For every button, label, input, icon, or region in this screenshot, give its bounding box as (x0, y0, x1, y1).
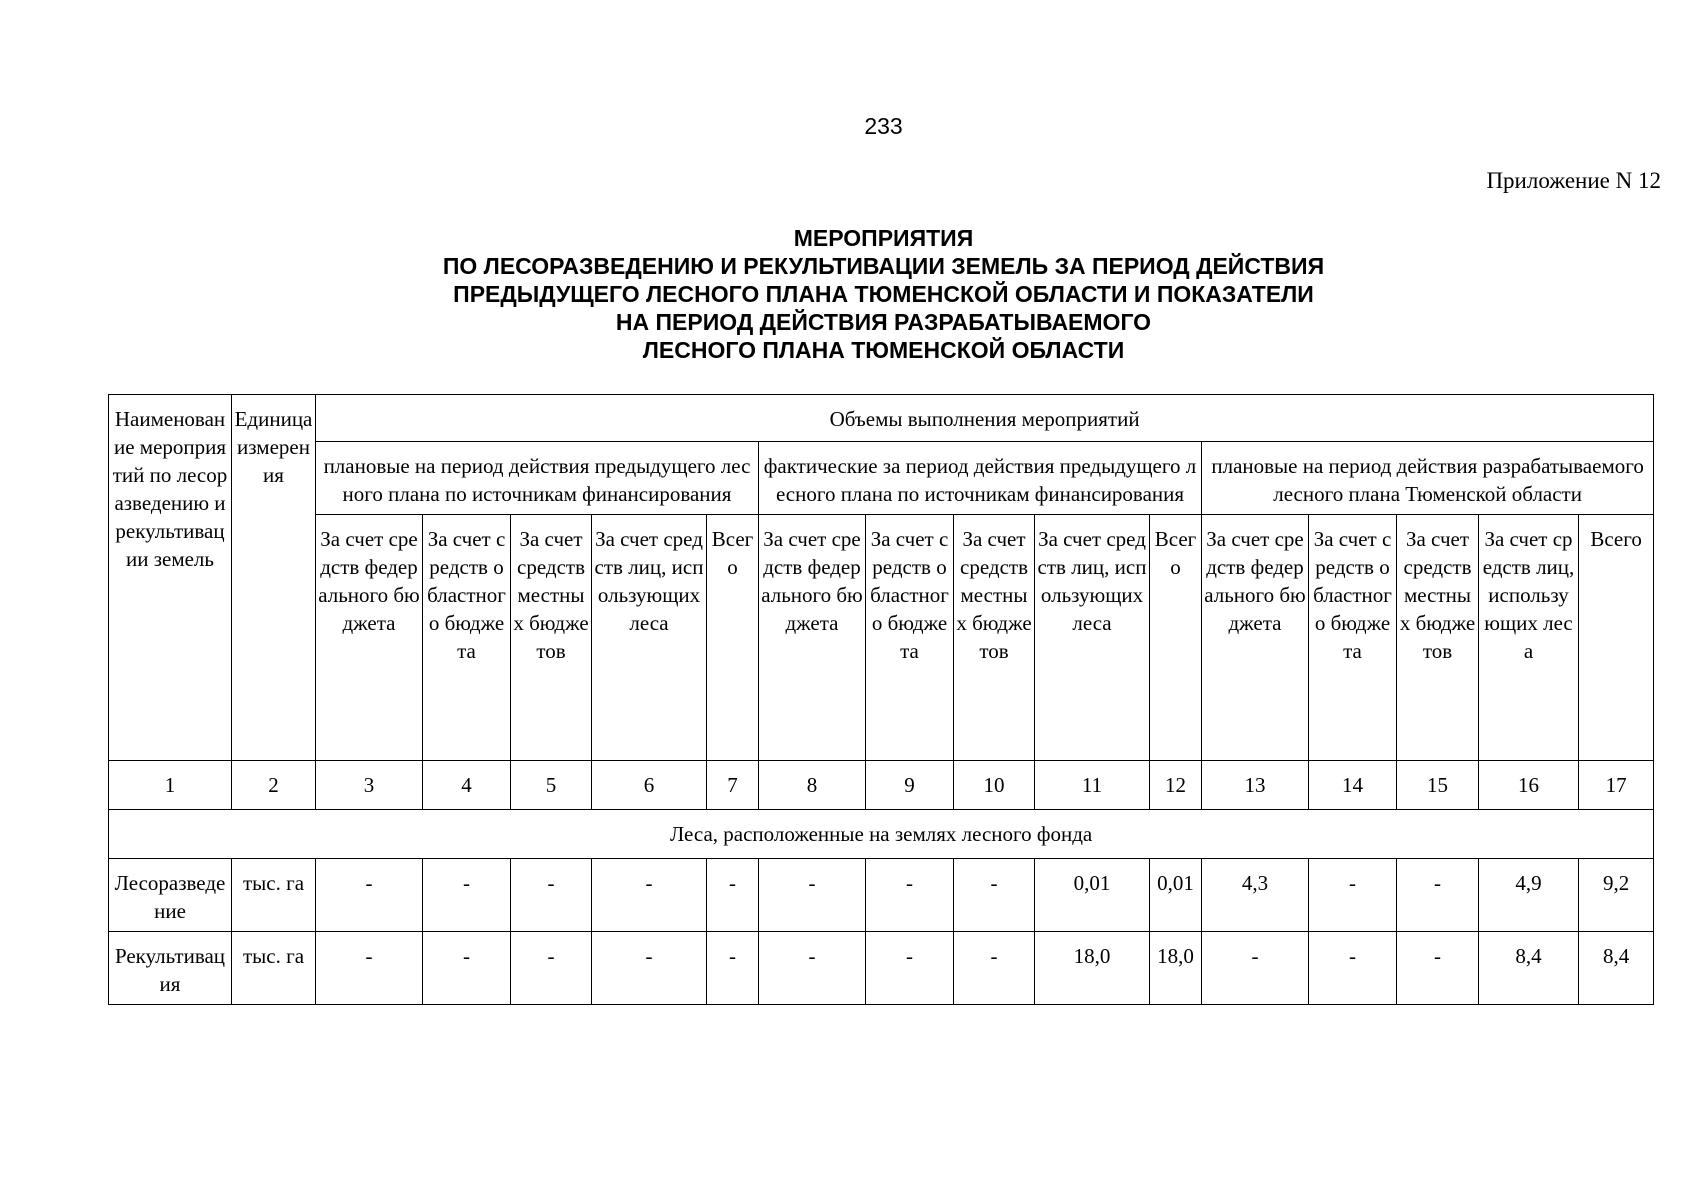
table-cell: - (511, 932, 592, 1005)
column-number: 16 (1479, 761, 1579, 810)
column-number: 2 (232, 761, 316, 810)
row-unit: тыс. га (232, 859, 316, 932)
table-cell: - (316, 932, 423, 1005)
table-cell: - (759, 932, 866, 1005)
table-cell: - (592, 932, 707, 1005)
table-cell: - (592, 859, 707, 932)
table-cell: 18,0 (1150, 932, 1202, 1005)
table-cell: - (511, 859, 592, 932)
column-number: 7 (707, 761, 759, 810)
title-line: МЕРОПРИЯТИЯ (793, 225, 974, 251)
header-regional-budget: За счет средств областного бюджета (423, 515, 511, 761)
column-number: 15 (1397, 761, 1479, 810)
table-cell: - (707, 932, 759, 1005)
table-cell: - (707, 859, 759, 932)
table-cell: 4,9 (1479, 859, 1579, 932)
title-line: НА ПЕРИОД ДЕЙСТВИЯ РАЗРАБАТЫВАЕМОГО (615, 309, 1152, 335)
table-cell: 0,01 (1035, 859, 1150, 932)
row-activity-name: Рекультивация (109, 932, 232, 1005)
column-number-row (109, 761, 1654, 810)
table-cell: 0,01 (1150, 859, 1202, 932)
table-row (109, 859, 1654, 932)
column-number: 17 (1579, 761, 1654, 810)
table-cell: - (1397, 859, 1479, 932)
table-cell: - (1397, 932, 1479, 1005)
column-number: 5 (511, 761, 592, 810)
table-cell: - (423, 859, 511, 932)
column-number: 13 (1202, 761, 1309, 810)
header-forest-users: За счет средств лиц, использующих леса (1035, 515, 1150, 761)
table-cell: 18,0 (1035, 932, 1150, 1005)
header-row-3 (109, 515, 1654, 761)
header-total: Всего (707, 515, 759, 761)
column-number: 11 (1035, 761, 1150, 810)
header-regional-budget: За счет средств областного бюджета (1309, 515, 1397, 761)
column-number: 4 (423, 761, 511, 810)
table-cell: 9,2 (1579, 859, 1654, 932)
page-number: 233 (864, 113, 903, 139)
title-line: ПРЕДЫДУЩЕГО ЛЕСНОГО ПЛАНА ТЮМЕНСКОЙ ОБЛАСТИ И ПОКАЗАТЕЛИ (453, 281, 1314, 307)
header-unit: Единица измерения (232, 395, 316, 761)
title-line: ЛЕСНОГО ПЛАНА ТЮМЕНСКОЙ ОБЛАСТИ (642, 337, 1125, 363)
appendix-label: Приложение N 12 (1486, 168, 1661, 193)
table-cell: - (1202, 932, 1309, 1005)
table-cell: - (954, 859, 1035, 932)
table-row (109, 932, 1654, 1005)
table-cell: - (1309, 859, 1397, 932)
table-cell: - (954, 932, 1035, 1005)
header-federal-budget: За счет средств федерального бюджета (1202, 515, 1309, 761)
header-regional-budget: За счет средств областного бюджета (866, 515, 954, 761)
header-local-budgets: За счет средств местных бюджетов (511, 515, 592, 761)
row-unit: тыс. га (232, 932, 316, 1005)
row-activity-name: Лесоразведение (109, 859, 232, 932)
table-cell: - (866, 932, 954, 1005)
table-cell: 8,4 (1479, 932, 1579, 1005)
header-forest-users: За счет средств лиц, использующих леса (1479, 515, 1579, 761)
column-number: 14 (1309, 761, 1397, 810)
column-number: 1 (109, 761, 232, 810)
header-activity-name: Наименование мероприятий по лесоразведению и рекультивации земель (109, 395, 232, 761)
document-title (0, 224, 1697, 364)
header-total: Всего (1150, 515, 1202, 761)
header-group-planned-new: плановые на период действия разрабатываемого лесного плана Тюменской области (1202, 442, 1654, 515)
header-row-1 (109, 395, 1654, 442)
table-cell: - (759, 859, 866, 932)
table-cell: - (316, 859, 423, 932)
header-group-planned-previous: плановые на период действия предыдущего лесного плана по источникам финансирования (316, 442, 759, 515)
column-number: 10 (954, 761, 1035, 810)
column-number: 8 (759, 761, 866, 810)
header-federal-budget: За счет средств федерального бюджета (759, 515, 866, 761)
column-number: 12 (1150, 761, 1202, 810)
header-row-2 (109, 442, 1654, 515)
header-total: Всего (1579, 515, 1654, 761)
table-cell: 4,3 (1202, 859, 1309, 932)
column-number: 6 (592, 761, 707, 810)
header-volumes: Объемы выполнения мероприятий (316, 395, 1654, 442)
title-line: ПО ЛЕСОРАЗВЕДЕНИЮ И РЕКУЛЬТИВАЦИИ ЗЕМЕЛЬ ЗА ПЕРИОД ДЕЙСТВИЯ (442, 253, 1325, 279)
header-forest-users: За счет средств лиц, использующих леса (592, 515, 707, 761)
table-cell: 8,4 (1579, 932, 1654, 1005)
measures-table (108, 394, 1654, 1005)
table-cell: - (866, 859, 954, 932)
table-cell: - (1309, 932, 1397, 1005)
column-number: 3 (316, 761, 423, 810)
section-title: Леса, расположенные на землях лесного фонда (109, 810, 1654, 859)
column-number: 9 (866, 761, 954, 810)
header-federal-budget: За счет средств федерального бюджета (316, 515, 423, 761)
section-row (109, 810, 1654, 859)
table-cell: - (423, 932, 511, 1005)
header-local-budgets: За счет средств местных бюджетов (1397, 515, 1479, 761)
header-local-budgets: За счет средств местных бюджетов (954, 515, 1035, 761)
header-group-actual-previous: фактические за период действия предыдущего лесного плана по источникам финансирования (759, 442, 1202, 515)
